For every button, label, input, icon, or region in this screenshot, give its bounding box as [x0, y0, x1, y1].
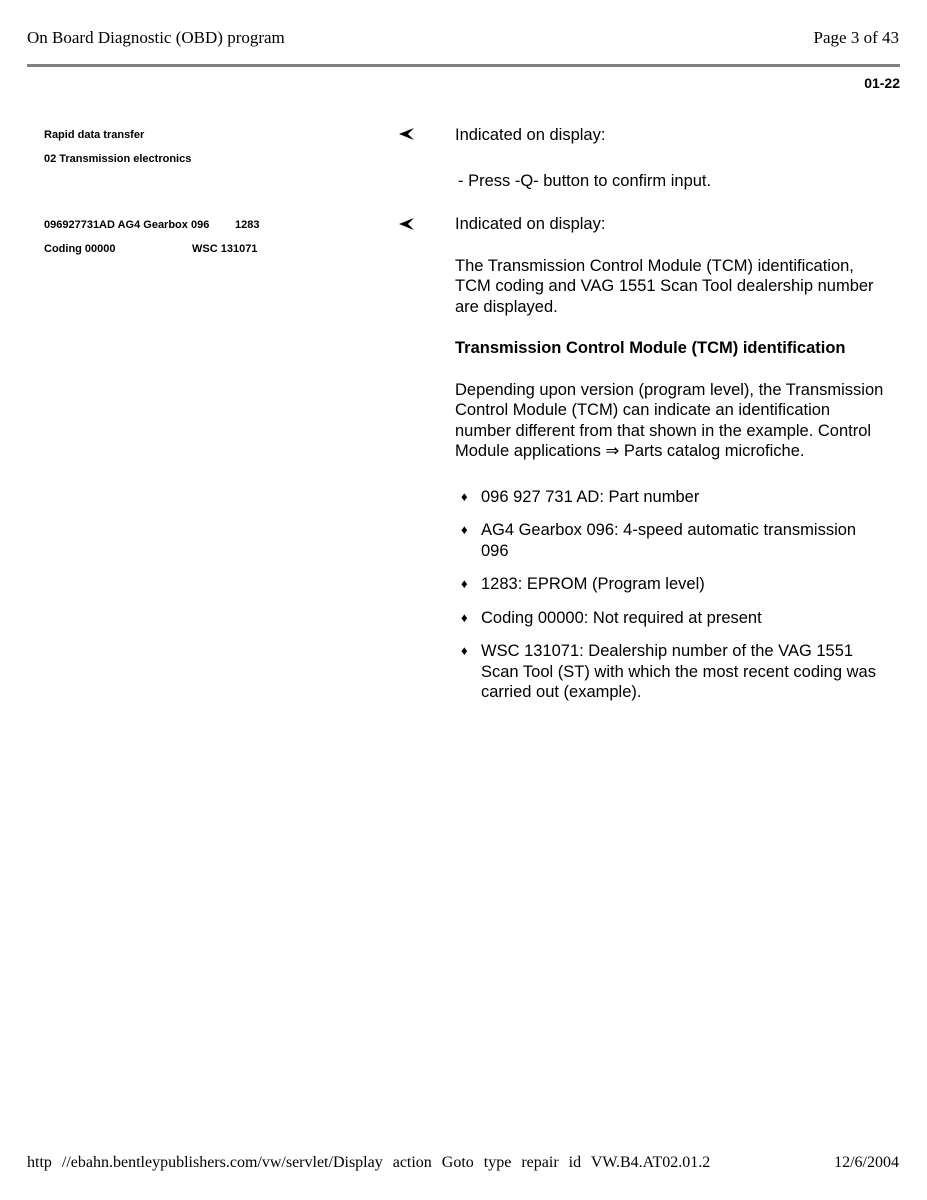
step1-indicated: Indicated on display: [455, 126, 606, 144]
display2-line2-b: WSC 131071 [192, 243, 258, 255]
diamond-bullet-icon: ♦ [461, 576, 468, 591]
list-item: ♦ 1283: EPROM (Program level) [461, 575, 705, 593]
section-code: 01-22 [864, 75, 900, 91]
step2-indicated: Indicated on display: [455, 215, 606, 233]
header-divider [27, 64, 900, 67]
left-pointer-icon [398, 126, 416, 142]
diamond-bullet-icon: ♦ [461, 488, 468, 504]
document-title: On Board Diagnostic (OBD) program [27, 28, 285, 47]
display1-line1: Rapid data transfer [44, 129, 145, 141]
diamond-bullet-icon: ♦ [461, 643, 468, 658]
display2-line1-b: 1283 [235, 219, 260, 231]
display1-line2: 02 Transmission electronics [44, 153, 192, 165]
step2-block [455, 214, 885, 716]
step1-instruction: - Press -Q- button to confirm input. [458, 171, 712, 190]
section-heading: Transmission Control Module (TCM) identification [455, 339, 846, 357]
page-number: Page 3 of 43 [813, 28, 899, 47]
list-item: ♦ WSC 131071: Dealership number of the VAG 1551 Scan Tool (ST) with which the most recent coding was carried out (example). [461, 642, 876, 701]
list-item: ♦ Coding 00000: Not required at present [461, 608, 762, 627]
list-item: ♦ AG4 Gearbox 096: 4-speed automatic transmission 096 [461, 521, 857, 560]
list-item: ♦ 096 927 731 AD: Part number [461, 487, 700, 506]
diamond-bullet-icon: ♦ [461, 609, 468, 625]
step2-paragraph2: Depending upon version (program level), the Transmission Control Module (TCM) can indicate an identification number different from that shown in the example. Control Module applications ⇒ Parts catalog microfiche. [455, 380, 884, 460]
display2-line2-a: Coding 00000 [44, 243, 116, 255]
step2-paragraph1: The Transmission Control Module (TCM) identification, TCM coding and VAG 1551 Scan Tool dealership number are displayed. [455, 256, 874, 316]
display2-line1-a: 096927731AD AG4 Gearbox 096 [44, 219, 210, 231]
identification-list [455, 487, 885, 703]
left-pointer-icon [398, 216, 416, 232]
print-date: 12/6/2004 [834, 1154, 899, 1171]
diamond-bullet-icon: ♦ [461, 522, 468, 537]
step1-block [455, 125, 885, 191]
source-url: http //ebahn.bentleypublishers.com/vw/servlet/Display action Goto type repair id VW.B4.AT02.01.2 [27, 1154, 711, 1171]
